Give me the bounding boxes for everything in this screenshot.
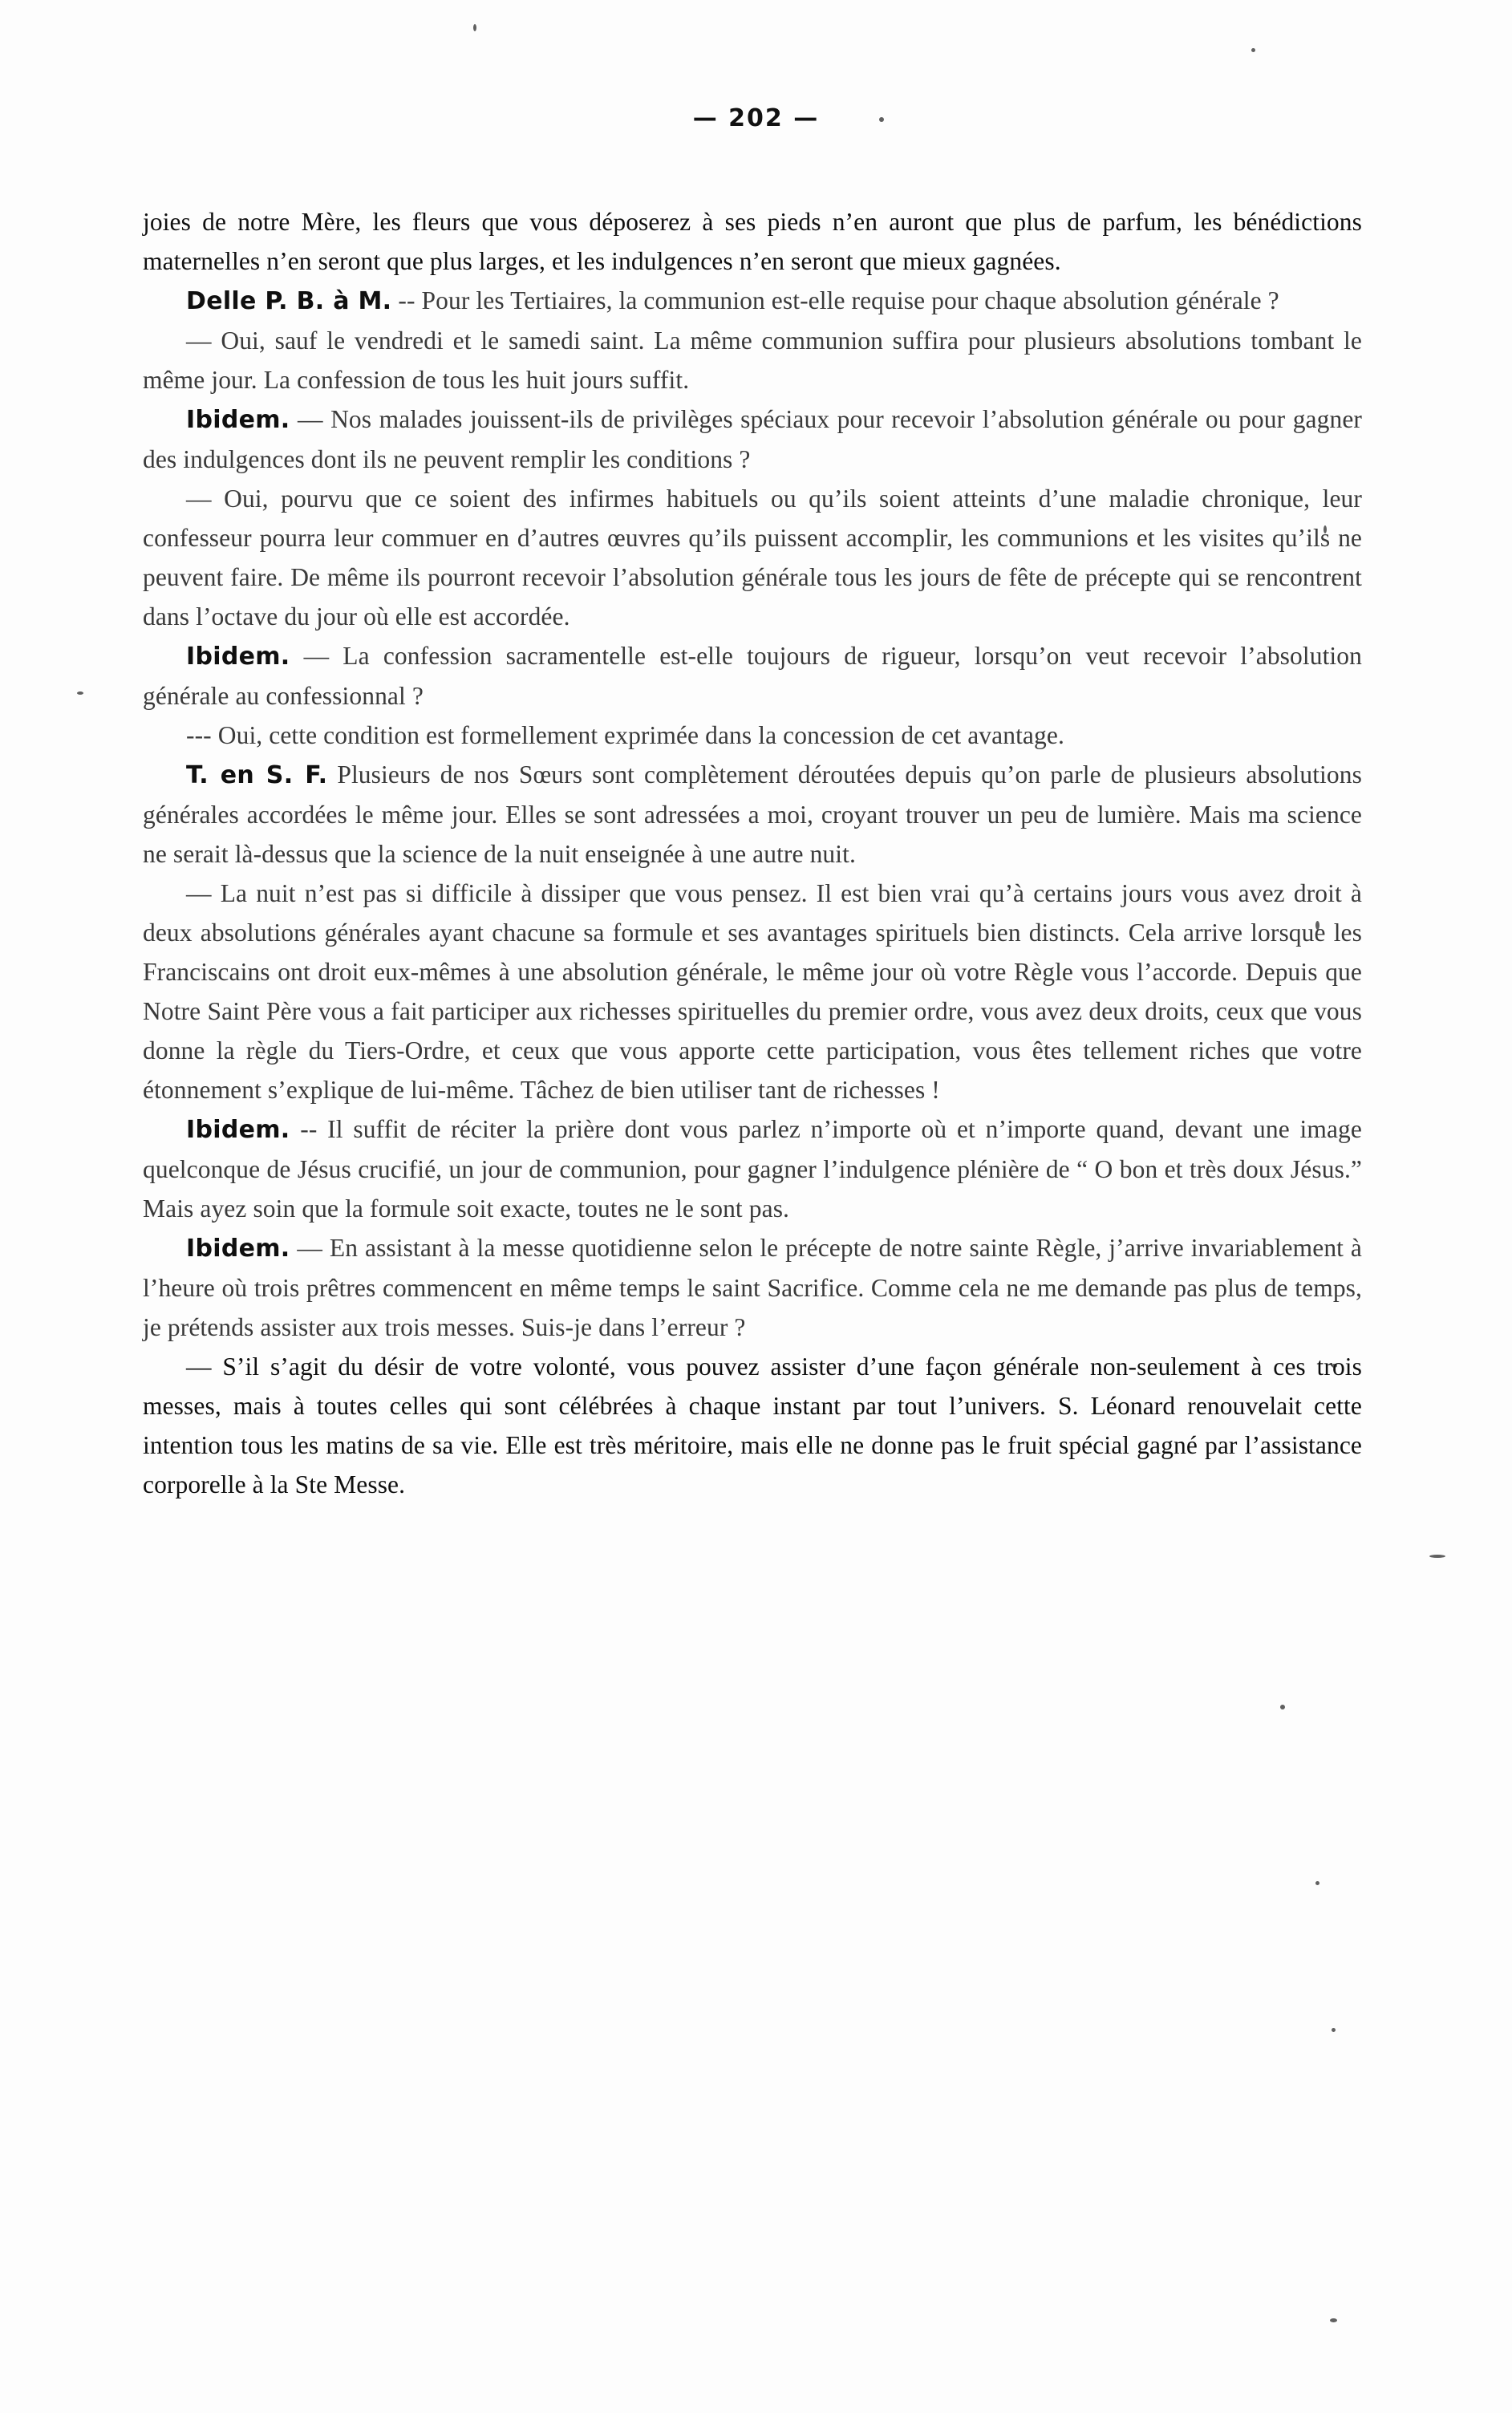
paragraph-3 (143, 321, 1362, 399)
paragraph-2 (143, 281, 1362, 321)
scan-speck (879, 117, 884, 122)
scan-speck (1330, 2318, 1337, 2322)
question-attribution: Ibidem. (186, 643, 290, 671)
question-attribution: T. en S. F. (186, 761, 328, 789)
question-attribution: Ibidem. (186, 1235, 290, 1263)
paragraph-12 (143, 1347, 1362, 1504)
scan-speck (77, 691, 83, 695)
paragraph-1 (143, 202, 1362, 281)
paragraph-text: — S’il s’agit du désir de votre volonté, vous pouvez assister d’une façon générale non-seulement à ces trois messes, mais à toutes celles qui sont célébrées à chaque instant par tout l’univers. S. Léonard renouvelait cette intention tous les matins de sa vie. Elle est très méritoire, mais elle ne donne pas le fruit spécial gagné par l’assistance corporelle à la Ste Messe. (143, 1352, 1362, 1498)
paragraph-9 (143, 874, 1362, 1109)
paragraph-text: — Oui, pourvu que ce soient des infirmes habituels ou qu’ils soient atteints d’une maladie chronique, leur confesseur pourra leur commuer en d’autres œuvres qu’ils puissent accomplir, les communions et les visites qu’ils ne peuvent faire. De même ils pourront recevoir l’absolution générale tous les jours de fête de précepte qui se rencontrent dans l’octave du jour où elle est accordée. (143, 485, 1362, 631)
scan-speck (1315, 1881, 1319, 1885)
paragraph-text: — La nuit n’est pas si difficile à dissiper que vous pensez. Il est bien vrai qu’à certains jours vous avez droit à deux absolutions générales ayant chacune sa formule et ses avantages spirituels bien distincts. Cela arrive lorsque les Franciscains ont droit eux-mêmes à une absolution générale, le même jour où votre Règle vous l’accorde. Depuis que Notre Saint Père vous a fait participer aux richesses spirituelles du premier ordre, vous avez deux droits, ceux que vous donne la règle du Tiers-Ordre, et ceux que vous apporte cette participation, vous êtes tellement riches que votre étonnement s’explique de lui-même. Tâchez de bien utiliser tant de richesses ! (143, 879, 1362, 1104)
page-body (143, 202, 1362, 1504)
scan-speck (1280, 1705, 1285, 1709)
paragraph-text: joies de notre Mère, les fleurs que vous déposerez à ses pieds n’en auront que plus de parfum, les bénédictions maternelles n’en seront que plus larges, et les indulgences n’en seront que mieux gagnées. (143, 208, 1362, 275)
scan-speck (1251, 48, 1255, 52)
question-attribution: Ibidem. (186, 406, 290, 434)
paragraph-text: — Nos malades jouissent-ils de privilèges spéciaux pour recevoir l’absolution générale ou pour gagner des indulgences dont ils ne peuvent remplir les conditions ? (143, 405, 1362, 473)
paragraph-6 (143, 636, 1362, 716)
scan-speck (1332, 2028, 1336, 2032)
paragraph-11 (143, 1228, 1362, 1347)
paragraph-text: --- Oui, cette condition est formellement exprimée dans la concession de cet avantage. (186, 721, 1064, 749)
page-number: — 202 — (692, 104, 820, 132)
paragraph-text: -- Pour les Tertiaires, la communion est-elle requise pour chaque absolution générale ? (391, 286, 1279, 314)
paragraph-4 (143, 399, 1362, 479)
question-attribution: Ibidem. (186, 1116, 290, 1144)
paragraph-text: Plusieurs de nos Sœurs sont complètement déroutées depuis qu’on parle de plusieurs absolutions générales accordées le même jour. Elles se sont adressées a moi, croyant trouver un peu de lumière. Mais ma science ne serait là-dessus que la science de la nuit enseignée à une autre nuit. (143, 760, 1362, 868)
paragraph-8 (143, 755, 1362, 874)
scan-speck (1429, 1555, 1445, 1558)
paragraph-10 (143, 1109, 1362, 1228)
paragraph-5 (143, 479, 1362, 636)
paragraph-text: -- Il suffit de réciter la prière dont vous parlez n’importe où et n’importe quand, devant une image quelconque de Jésus crucifié, un jour de communion, pour gagner l’indulgence plénière de “ O bon et très doux Jésus.” Mais ayez soin que la formule soit exacte, toutes ne le sont pas. (143, 1115, 1362, 1223)
paragraph-7 (143, 716, 1362, 755)
paragraph-text: — En assistant à la messe quotidienne selon le précepte de notre sainte Règle, j’arrive invariablement à l’heure où trois prêtres commencent en même temps le saint Sacrifice. Comme cela ne me demande pas plus de temps, je prétends assister aux trois messes. Suis-je dans l’erreur ? (143, 1234, 1362, 1341)
paragraph-text: — La confession sacramentelle est-elle toujours de rigueur, lorsqu’on veut recevoir l’absolution générale au confessionnal ? (143, 642, 1362, 710)
scan-speck (473, 24, 476, 31)
question-attribution: Delle P. B. à M. (186, 287, 392, 315)
paragraph-text: — Oui, sauf le vendredi et le samedi saint. La même communion suffira pour plusieurs absolutions tombant le même jour. La confession de tous les huit jours suffit. (143, 326, 1362, 394)
